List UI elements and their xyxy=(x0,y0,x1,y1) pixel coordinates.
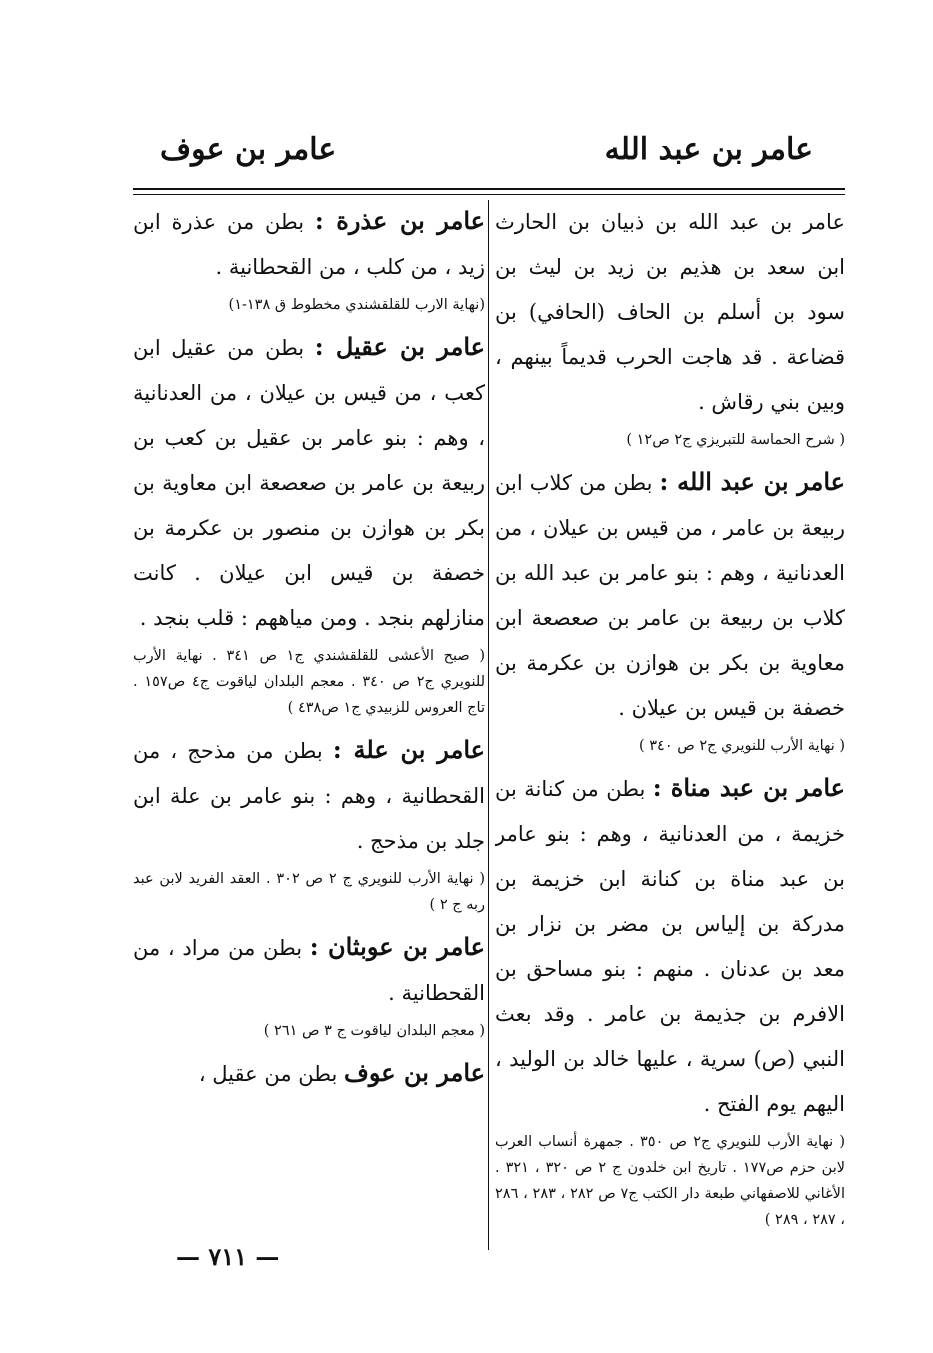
entry-head: عامر بن عوف xyxy=(344,1058,485,1087)
entry-head: عامر بن علة : xyxy=(332,735,485,764)
entry-text: بطن من عذرة ابن زيد ، من كلب ، من القحطانية . xyxy=(133,210,485,279)
entry xyxy=(133,324,485,721)
entry-head: عامر بن عوبثان : xyxy=(309,932,485,961)
source-citation: ( نهاية الأرب للنويري ج٢ ص ٣٥٠ . جمهرة أنساب العرب لابن حزم ص١٧٧ . تاريخ ابن خلدون ج ٢ ص ٣٢٠ ، ٣٢١ . الأغاني للاصفهاني طبعة دار الكتب ج٧ ص ٢٨٢ ، ٢٨٣ ، ٢٨٦ ، ٢٨٧ ، ٢٨٩ ) xyxy=(495,1134,845,1228)
entry-text: بطن من عقيل ، xyxy=(198,1062,338,1086)
entry-head: عامر بن عبد مناة : xyxy=(652,773,845,802)
source-citation: (نهاية الارب للقلقشندي مخطوط ق ١٣٨-١) xyxy=(228,297,485,313)
entry-text: بطن من مراد ، من القحطانية . xyxy=(133,936,485,1005)
entry xyxy=(133,727,485,918)
entry-text: بطن من كنانة بن خزيمة ، من العدنانية ، وهم : بنو عامر بن عبد مناة بن كنانة ابن خزيمة بن مدركة بن إلياس بن مضر بن نزار بن معد بن عدنان . منهم : بنو مساحق بن الافرم بن جذيمة بن عامر . وقد بعث النبي (ص) سرية ، عليها خالد بن الوليد ، اليهم يوم الفتح . xyxy=(495,777,845,1116)
right-column xyxy=(495,196,845,1239)
entry-head: عامر بن عذرة : xyxy=(314,206,485,235)
source-citation: ( صبح الأعشى للقلقشندي ج١ ص ٣٤١ . نهاية الأرب للنويري ج٢ ص ٣٤٠ . معجم البلدان لياقوت ج٤ ص١٥٧ . تاج العروس للزبيدي ج١ ص٤٣٨ ) xyxy=(133,648,485,716)
entry xyxy=(133,1050,485,1097)
page-number: — ٧١١ — xyxy=(176,1242,280,1271)
header-rule xyxy=(133,188,845,190)
left-column xyxy=(133,196,485,1097)
entry xyxy=(133,924,485,1044)
source-citation: ( شرح الحماسة للتبريزي ج٢ ص١٢ ) xyxy=(626,432,845,448)
header-rule-thin xyxy=(133,194,845,195)
running-head-right: عامر بن عبد الله xyxy=(604,132,813,167)
entry-head: عامر بن عبد الله : xyxy=(659,467,845,496)
running-head-left: عامر بن عوف xyxy=(160,132,337,167)
entry-text: بطن من مذحج ، من القحطانية ، وهم : بنو عامر بن علة ابن جلد بن مذحج . xyxy=(133,739,485,853)
entry-text: بطن من كلاب ابن ربيعة بن عامر ، من قيس بن عيلان ، من العدنانية ، وهم : بنو عامر بن عبد الله بن كلاب بن ربيعة بن عامر بن صعصعة ابن معاوية بن بكر بن هوازن بن عكرمة بن خصفة بن قيس بن عيلان . xyxy=(495,471,845,720)
entry xyxy=(495,459,845,759)
entry xyxy=(495,198,845,453)
entry-text: بطن من عقيل ابن كعب ، من قيس بن عيلان ، من العدنانية ، وهم : بنو عامر بن عقيل بن كعب بن ربيعة بن عامر بن صعصعة ابن معاوية بن بكر بن هوازن بن منصور بن عكرمة بن خصفة بن قيس ابن عيلان . كانت منازلهم بنجد . ومن مياههم : قلب بنجد . xyxy=(133,336,485,630)
source-citation: ( معجم البلدان لياقوت ج ٣ ص ٢٦١ ) xyxy=(263,1023,485,1039)
source-citation: ( نهاية الأرب للنويري ج٢ ص ٣٤٠ ) xyxy=(638,738,845,754)
column-divider xyxy=(488,200,489,1250)
source-citation: ( نهاية الأرب للنويري ج ٢ ص ٣٠٢ . العقد الفريد لابن عبد ربه ج ٢ ) xyxy=(133,871,485,913)
entry xyxy=(495,765,845,1233)
entry-head: عامر بن عقيل : xyxy=(314,332,485,361)
entry-text: عامر بن عبد الله بن ذبيان بن الحارث ابن سعد بن هذيم بن زيد بن ليث بن سود بن أسلم بن الحاف (الحافي) بن قضاعة . قد هاجت الحرب قديماً بينهم ، وبين بني رقاش . xyxy=(495,210,845,414)
entry xyxy=(133,198,485,318)
